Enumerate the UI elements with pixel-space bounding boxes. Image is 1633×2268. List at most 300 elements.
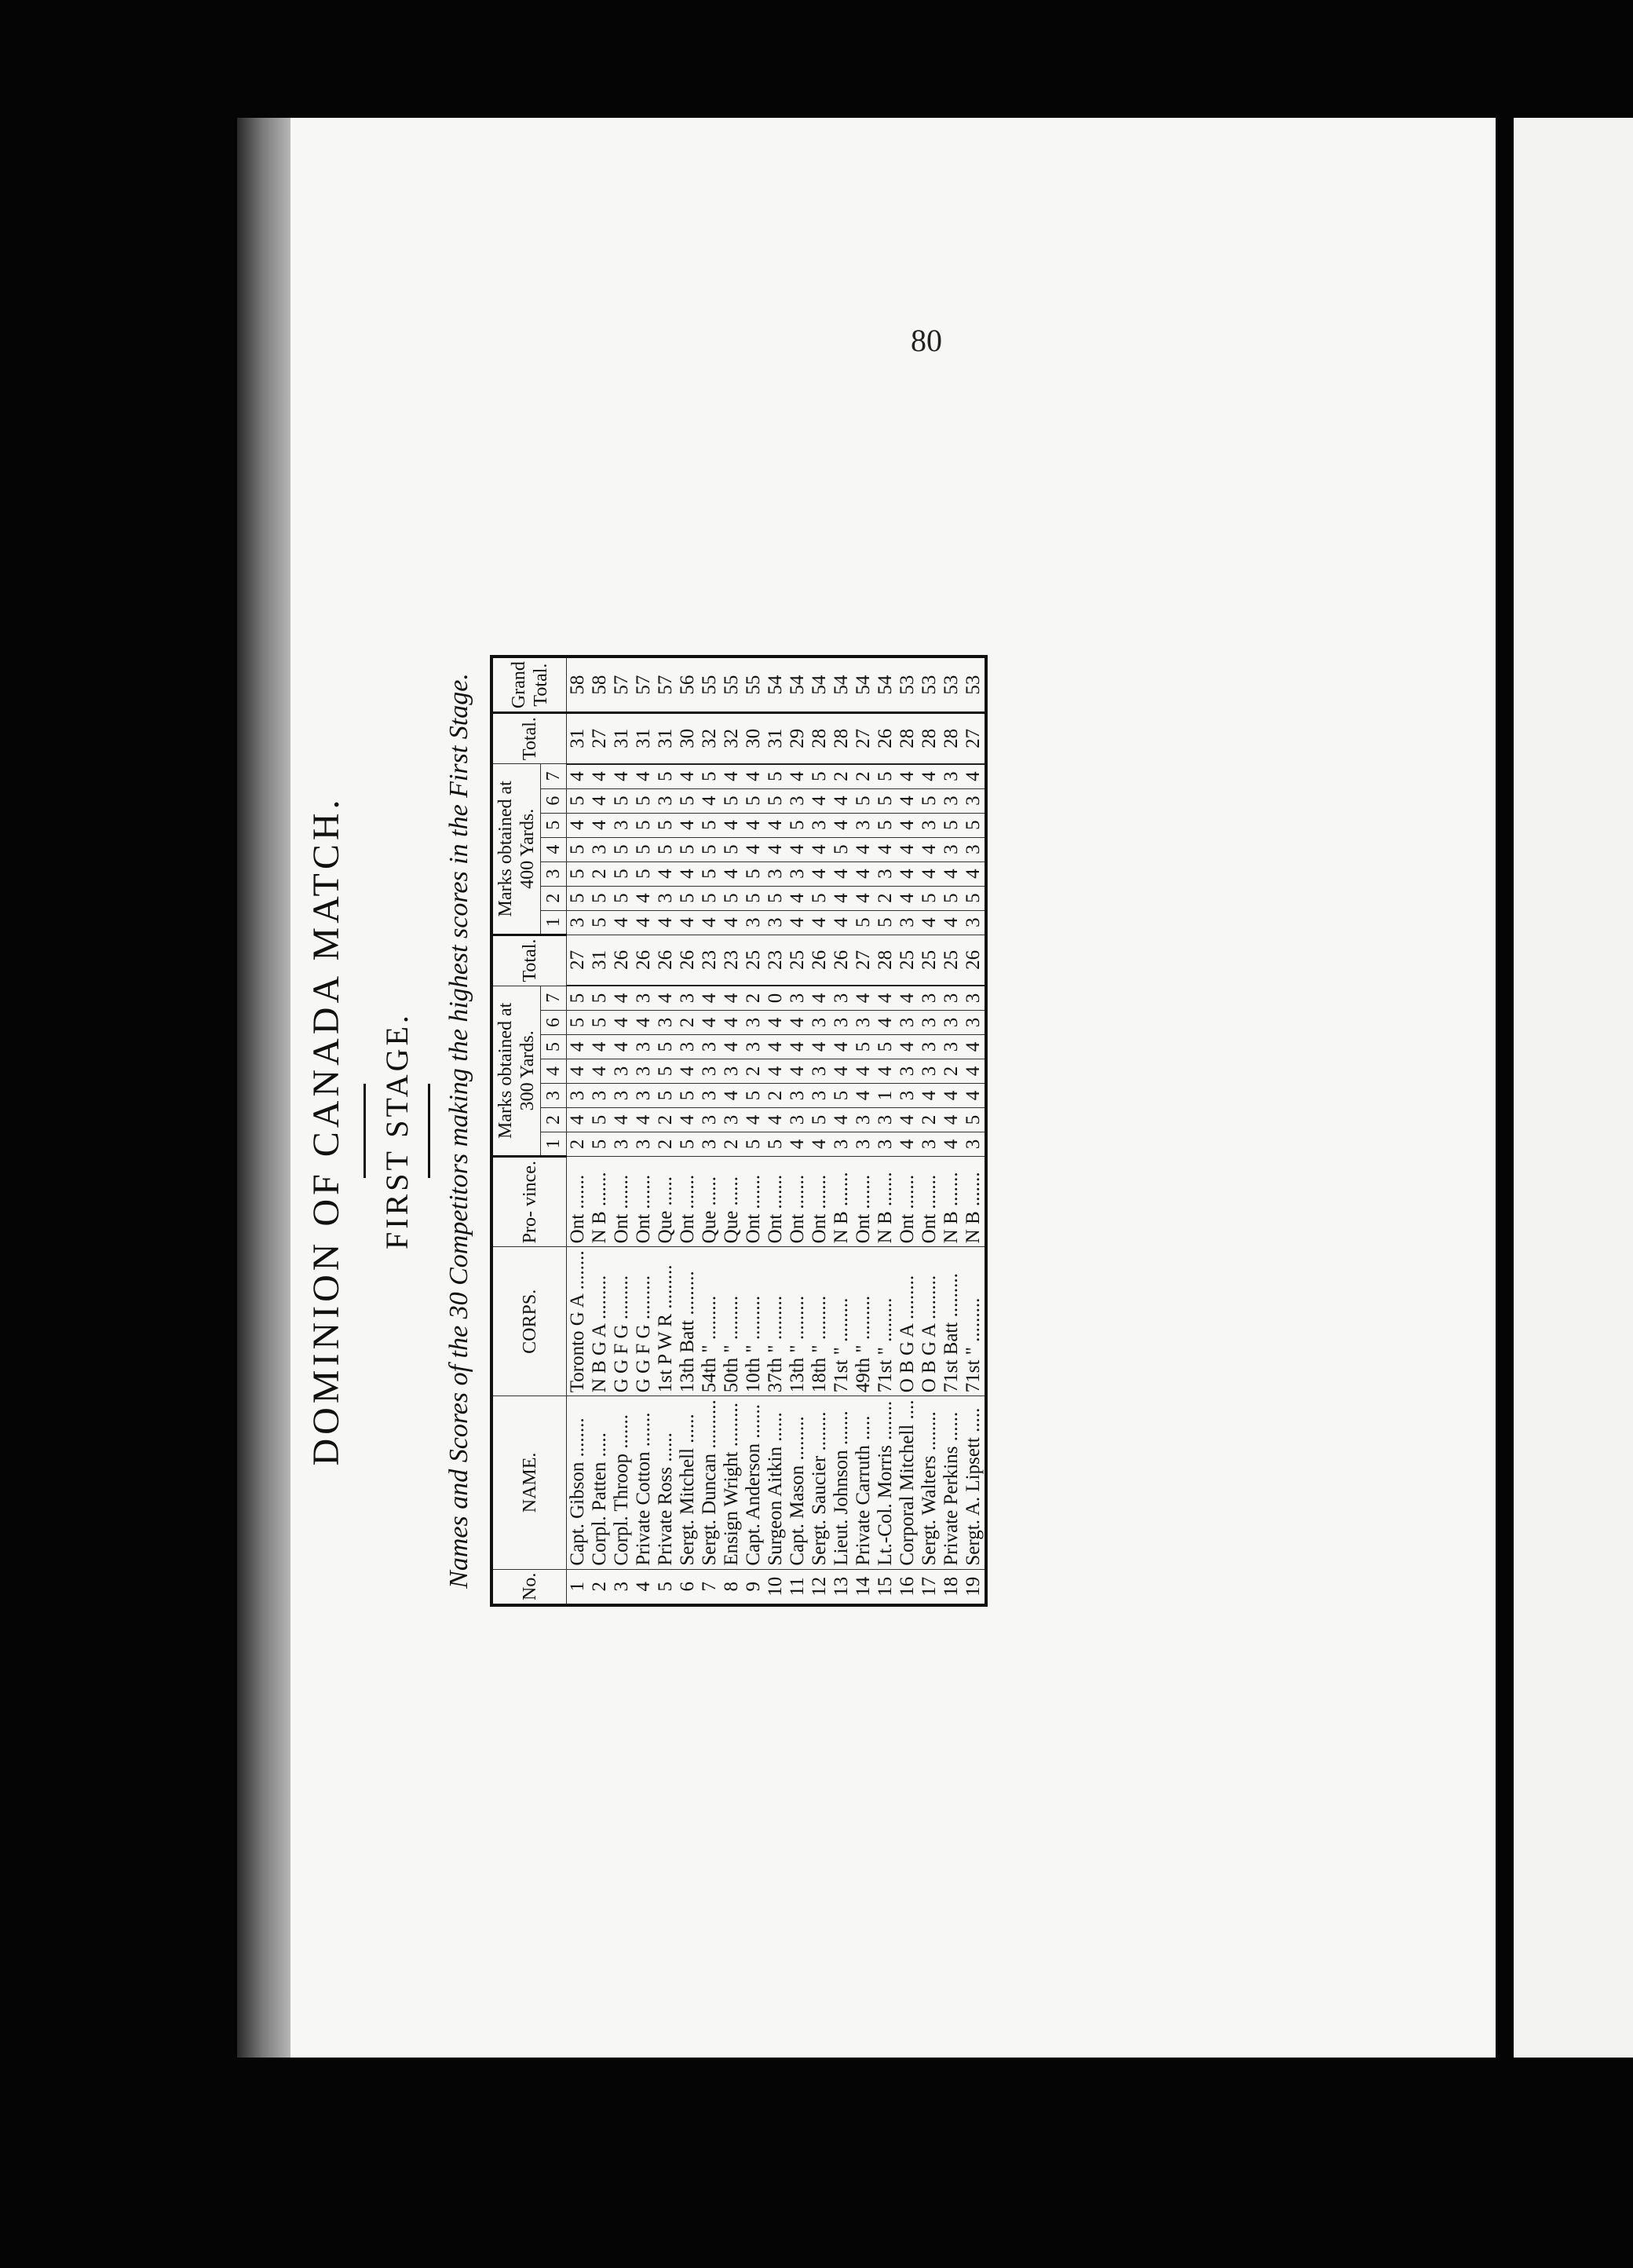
score-400: 5 — [677, 837, 699, 861]
grand-total: 55 — [699, 657, 721, 713]
score-300: 4 — [963, 1059, 986, 1084]
competitor-corps: G G F G ......... — [633, 1247, 655, 1396]
score-300: 5 — [677, 1084, 699, 1108]
score-300: 3 — [633, 1084, 655, 1108]
score-400: 2 — [875, 886, 897, 910]
title-rule — [363, 1084, 366, 1178]
score-300: 4 — [875, 1011, 897, 1035]
score-400: 5 — [589, 886, 611, 910]
grand-total: 54 — [809, 657, 831, 713]
score-400: 5 — [853, 910, 875, 935]
score-400: 4 — [633, 910, 655, 935]
score-400: 4 — [721, 910, 743, 935]
score-400: 5 — [677, 788, 699, 813]
score-400: 5 — [611, 837, 633, 861]
grand-total: 58 — [567, 657, 590, 713]
competitor-province: Que ...... — [655, 1157, 677, 1247]
total-300: 27 — [853, 935, 875, 986]
score-300: 4 — [787, 1132, 809, 1157]
competitor-province: N B ....... — [875, 1157, 897, 1247]
col-group-400: Marks obtained at 400 Yards. — [491, 764, 541, 935]
score-400: 4 — [941, 861, 963, 886]
total-400: 28 — [919, 713, 941, 764]
shot-header: 4 — [541, 1059, 567, 1084]
score-400: 5 — [567, 886, 590, 910]
score-300: 4 — [875, 1059, 897, 1084]
score-400: 3 — [567, 910, 590, 935]
table-row — [831, 657, 853, 1605]
total-400: 30 — [743, 713, 765, 764]
score-300: 4 — [897, 1035, 919, 1059]
shot-header: 3 — [541, 1084, 567, 1108]
grand-total: 55 — [721, 657, 743, 713]
score-400: 3 — [941, 764, 963, 789]
table-row — [963, 657, 986, 1605]
score-300: 4 — [765, 1108, 787, 1132]
score-400: 5 — [721, 886, 743, 910]
score-300: 4 — [699, 986, 721, 1011]
total-300: 28 — [875, 935, 897, 986]
competitor-name: Capt. Gibson ........ — [567, 1396, 590, 1569]
score-300: 4 — [567, 1059, 590, 1084]
score-400: 5 — [787, 813, 809, 837]
score-400: 4 — [611, 764, 633, 789]
competitor-name: Private Ross ...... — [655, 1396, 677, 1569]
score-400: 4 — [677, 861, 699, 886]
total-400: 27 — [853, 713, 875, 764]
score-400: 4 — [831, 861, 853, 886]
table-row — [941, 657, 963, 1605]
score-400: 3 — [611, 813, 633, 837]
score-300: 4 — [567, 1035, 590, 1059]
score-400: 5 — [633, 788, 655, 813]
score-300: 4 — [941, 1132, 963, 1157]
score-400: 4 — [875, 837, 897, 861]
score-400: 5 — [875, 764, 897, 789]
score-300: 3 — [677, 986, 699, 1011]
score-300: 4 — [633, 1108, 655, 1132]
score-400: 4 — [809, 910, 831, 935]
score-400: 3 — [787, 788, 809, 813]
competitor-name: Corpl. Throop ....... — [611, 1396, 633, 1569]
score-300: 3 — [963, 986, 986, 1011]
score-400: 4 — [655, 861, 677, 886]
competitor-province: Ont ....... — [919, 1157, 941, 1247]
score-400: 4 — [765, 837, 787, 861]
table-row — [919, 657, 941, 1605]
score-300: 2 — [567, 1132, 590, 1157]
score-400: 5 — [875, 788, 897, 813]
score-300: 3 — [677, 1035, 699, 1059]
total-300: 26 — [963, 935, 986, 986]
score-300: 4 — [765, 1059, 787, 1084]
competitor-name: Sergt. Saucier ........ — [809, 1396, 831, 1569]
score-300: 3 — [963, 1132, 986, 1157]
competitor-name: Private Carruth ..... — [853, 1396, 875, 1569]
score-400: 3 — [655, 788, 677, 813]
score-300: 3 — [919, 1035, 941, 1059]
score-400: 3 — [787, 861, 809, 886]
score-400: 5 — [655, 764, 677, 789]
score-300: 2 — [919, 1108, 941, 1132]
score-300: 4 — [809, 986, 831, 1011]
score-300: 5 — [589, 1108, 611, 1132]
score-400: 2 — [853, 764, 875, 789]
score-300: 4 — [677, 1059, 699, 1084]
competitor-province: Ont ....... — [567, 1157, 590, 1247]
col-name: NAME. — [491, 1396, 567, 1569]
table-row — [809, 657, 831, 1605]
score-300: 3 — [897, 1059, 919, 1084]
competitor-corps: 13th Batt ......... — [677, 1247, 699, 1396]
score-300: 3 — [611, 1132, 633, 1157]
score-300: 2 — [655, 1132, 677, 1157]
score-300: 5 — [655, 1084, 677, 1108]
score-300: 4 — [721, 1035, 743, 1059]
total-300: 25 — [941, 935, 963, 986]
grand-total: 57 — [633, 657, 655, 713]
page-title: DOMINION OF CANADA MATCH. — [305, 796, 347, 1466]
competitor-number: 15 — [875, 1569, 897, 1605]
score-300: 5 — [875, 1035, 897, 1059]
score-table — [490, 655, 988, 1607]
score-400: 5 — [567, 788, 590, 813]
competitor-province: Que ...... — [699, 1157, 721, 1247]
shot-header: 1 — [541, 1132, 567, 1157]
score-400: 4 — [831, 886, 853, 910]
competitor-province: Ont ....... — [765, 1157, 787, 1247]
score-300: 3 — [897, 1084, 919, 1108]
score-300: 4 — [875, 986, 897, 1011]
competitor-province: Que ...... — [721, 1157, 743, 1247]
score-300: 3 — [633, 986, 655, 1011]
score-300: 2 — [765, 1084, 787, 1108]
score-300: 3 — [611, 1059, 633, 1084]
competitor-name: Private Perkins ...... — [941, 1396, 963, 1569]
score-300: 4 — [919, 1084, 941, 1108]
competitor-province: Ont ....... — [677, 1157, 699, 1247]
score-400: 4 — [699, 788, 721, 813]
score-400: 4 — [743, 813, 765, 837]
col-grand-total: Grand Total. — [491, 657, 567, 713]
score-300: 4 — [941, 1108, 963, 1132]
score-300: 3 — [787, 1108, 809, 1132]
score-400: 4 — [897, 886, 919, 910]
score-400: 5 — [875, 813, 897, 837]
grand-total: 54 — [853, 657, 875, 713]
competitor-number: 16 — [897, 1569, 919, 1605]
score-300: 3 — [941, 986, 963, 1011]
score-400: 4 — [567, 813, 590, 837]
score-400: 4 — [919, 910, 941, 935]
total-400: 27 — [589, 713, 611, 764]
score-400: 4 — [941, 910, 963, 935]
score-400: 5 — [809, 764, 831, 789]
competitor-corps: 13th " ......... — [787, 1247, 809, 1396]
score-400: 5 — [655, 813, 677, 837]
competitor-corps: 10th " ......... — [743, 1247, 765, 1396]
competitor-name: Sergt. Mitchell ...... — [677, 1396, 699, 1569]
score-300: 4 — [677, 1108, 699, 1132]
score-400: 5 — [963, 886, 986, 910]
table-caption: Names and Scores of the 30 Competitors making the highest scores in the First Stage. — [444, 673, 473, 1589]
score-400: 4 — [787, 764, 809, 789]
page-number: 80 — [911, 323, 942, 358]
score-400: 5 — [765, 764, 787, 789]
total-300: 25 — [897, 935, 919, 986]
score-300: 3 — [699, 1035, 721, 1059]
score-300: 3 — [655, 1011, 677, 1035]
score-400: 4 — [787, 886, 809, 910]
competitor-corps: 54th " ......... — [699, 1247, 721, 1396]
table-row — [699, 657, 721, 1605]
score-400: 4 — [919, 837, 941, 861]
score-300: 5 — [809, 1108, 831, 1132]
score-300: 5 — [743, 1132, 765, 1157]
score-300: 4 — [831, 1108, 853, 1132]
competitor-corps: G G F G ......... — [611, 1247, 633, 1396]
competitor-province: Ont ....... — [787, 1157, 809, 1247]
score-300: 2 — [677, 1011, 699, 1035]
score-400: 3 — [743, 910, 765, 935]
shot-header: 5 — [541, 1035, 567, 1059]
total-300: 26 — [809, 935, 831, 986]
competitor-name: Corpl. Patten ..... — [589, 1396, 611, 1569]
score-400: 2 — [831, 764, 853, 789]
score-300: 5 — [765, 1132, 787, 1157]
competitor-number: 17 — [919, 1569, 941, 1605]
col-no: No. — [491, 1569, 567, 1605]
score-400: 5 — [699, 886, 721, 910]
competitor-name: Capt. Mason ......... — [787, 1396, 809, 1569]
score-400: 3 — [941, 788, 963, 813]
grand-total: 53 — [941, 657, 963, 713]
competitor-number: 3 — [611, 1569, 633, 1605]
total-300: 26 — [633, 935, 655, 986]
competitor-name: Sergt. Duncan .......... — [699, 1396, 721, 1569]
table-row — [787, 657, 809, 1605]
score-300: 3 — [809, 1059, 831, 1084]
score-300: 2 — [941, 1059, 963, 1084]
score-400: 3 — [963, 788, 986, 813]
facing-page-edge — [1514, 118, 1633, 2058]
table-row — [721, 657, 743, 1605]
score-400: 4 — [919, 861, 941, 886]
grand-total: 55 — [743, 657, 765, 713]
grand-total: 57 — [611, 657, 633, 713]
rotated-content — [298, 220, 1209, 2042]
score-400: 3 — [963, 837, 986, 861]
score-400: 4 — [589, 764, 611, 789]
score-300: 4 — [853, 1084, 875, 1108]
score-400: 3 — [897, 910, 919, 935]
score-400: 5 — [633, 861, 655, 886]
competitor-number: 19 — [963, 1569, 986, 1605]
grand-total: 53 — [897, 657, 919, 713]
competitor-corps: 71st " ......... — [963, 1247, 986, 1396]
score-400: 4 — [897, 837, 919, 861]
competitor-name: Capt. Anderson ....... — [743, 1396, 765, 1569]
score-300: 4 — [721, 986, 743, 1011]
score-300: 3 — [787, 986, 809, 1011]
score-400: 5 — [611, 788, 633, 813]
total-300: 31 — [589, 935, 611, 986]
total-300: 25 — [743, 935, 765, 986]
score-300: 3 — [721, 1108, 743, 1132]
score-300: 4 — [633, 1011, 655, 1035]
score-300: 4 — [611, 986, 633, 1011]
score-300: 4 — [941, 1084, 963, 1108]
score-400: 5 — [721, 788, 743, 813]
score-300: 5 — [589, 1132, 611, 1157]
score-400: 3 — [941, 837, 963, 861]
score-300: 5 — [567, 986, 590, 1011]
total-400: 30 — [677, 713, 699, 764]
score-300: 4 — [809, 1132, 831, 1157]
competitor-number: 8 — [721, 1569, 743, 1605]
score-400: 4 — [963, 764, 986, 789]
score-300: 0 — [765, 986, 787, 1011]
score-300: 4 — [787, 1035, 809, 1059]
total-300: 23 — [699, 935, 721, 986]
table-row — [677, 657, 699, 1605]
competitor-corps: 49th " ......... — [853, 1247, 875, 1396]
total-300: 26 — [655, 935, 677, 986]
competitor-name: Lieut. Johnson ....... — [831, 1396, 853, 1569]
total-300: 26 — [611, 935, 633, 986]
competitor-corps: O B G A ......... — [897, 1247, 919, 1396]
score-400: 4 — [897, 813, 919, 837]
stage-heading: FIRST STAGE. — [379, 1012, 415, 1249]
total-400: 29 — [787, 713, 809, 764]
score-300: 3 — [699, 1108, 721, 1132]
col-total-300: Total. — [491, 935, 567, 986]
score-400: 4 — [633, 886, 655, 910]
competitor-name: Private Cotton ....... — [633, 1396, 655, 1569]
score-300: 4 — [611, 1011, 633, 1035]
score-400: 5 — [919, 788, 941, 813]
score-300: 3 — [919, 986, 941, 1011]
score-300: 4 — [897, 986, 919, 1011]
total-300: 27 — [567, 935, 590, 986]
score-300: 4 — [589, 1035, 611, 1059]
competitor-province: Ont ....... — [743, 1157, 765, 1247]
total-400: 28 — [897, 713, 919, 764]
shot-header: 7 — [541, 764, 567, 789]
competitor-corps: 37th " ......... — [765, 1247, 787, 1396]
competitor-number: 6 — [677, 1569, 699, 1605]
competitor-corps: 71st " ......... — [831, 1247, 853, 1396]
score-300: 4 — [567, 1108, 590, 1132]
score-300: 3 — [743, 1011, 765, 1035]
score-300: 3 — [633, 1059, 655, 1084]
score-300: 3 — [809, 1084, 831, 1108]
score-300: 4 — [831, 1059, 853, 1084]
table-row — [875, 657, 897, 1605]
competitor-name: Surgeon Aitkin ...... — [765, 1396, 787, 1569]
score-300: 2 — [743, 1059, 765, 1084]
score-300: 3 — [919, 1132, 941, 1157]
score-400: 4 — [831, 788, 853, 813]
total-400: 31 — [765, 713, 787, 764]
score-300: 3 — [875, 1132, 897, 1157]
shot-header: 7 — [541, 986, 567, 1011]
competitor-name: Sergt. A. Lipsett ..... — [963, 1396, 986, 1569]
score-400: 4 — [809, 837, 831, 861]
grand-total: 58 — [589, 657, 611, 713]
score-300: 3 — [831, 1132, 853, 1157]
competitor-name: Sergt. Walters ........ — [919, 1396, 941, 1569]
score-400: 4 — [677, 910, 699, 935]
competitor-corps: O B G A ......... — [919, 1247, 941, 1396]
score-400: 4 — [853, 861, 875, 886]
score-300: 3 — [919, 1059, 941, 1084]
score-300: 5 — [589, 986, 611, 1011]
shot-header: 4 — [541, 837, 567, 861]
score-400: 4 — [655, 910, 677, 935]
score-400: 4 — [743, 837, 765, 861]
total-300: 25 — [787, 935, 809, 986]
total-400: 31 — [611, 713, 633, 764]
competitor-corps: 1st P W R ......... — [655, 1247, 677, 1396]
total-400: 31 — [567, 713, 590, 764]
score-400: 4 — [897, 788, 919, 813]
score-300: 3 — [699, 1059, 721, 1084]
competitor-number: 1 — [567, 1569, 590, 1605]
total-400: 32 — [699, 713, 721, 764]
score-300: 5 — [743, 1084, 765, 1108]
score-400: 5 — [699, 813, 721, 837]
competitor-number: 2 — [589, 1569, 611, 1605]
score-300: 4 — [787, 1059, 809, 1084]
competitor-name: Lt.-Col. Morris ........ — [875, 1396, 897, 1569]
competitor-province: N B ....... — [589, 1157, 611, 1247]
score-300: 2 — [721, 1132, 743, 1157]
col-group-300: Marks obtained at 300 Yards. — [491, 986, 541, 1157]
score-300: 5 — [677, 1132, 699, 1157]
score-400: 4 — [853, 837, 875, 861]
score-300: 4 — [611, 1035, 633, 1059]
score-400: 5 — [765, 886, 787, 910]
total-300: 26 — [677, 935, 699, 986]
table-row — [655, 657, 677, 1605]
competitor-number: 12 — [809, 1569, 831, 1605]
score-300: 4 — [765, 1035, 787, 1059]
competitor-name: Ensign Wright ......... — [721, 1396, 743, 1569]
score-400: 4 — [897, 861, 919, 886]
score-400: 5 — [567, 861, 590, 886]
grand-total: 53 — [919, 657, 941, 713]
score-400: 3 — [589, 837, 611, 861]
competitor-number: 10 — [765, 1569, 787, 1605]
grand-total: 57 — [655, 657, 677, 713]
competitor-corps: Toronto G A ........ — [567, 1247, 590, 1396]
score-400: 4 — [677, 764, 699, 789]
total-300: 25 — [919, 935, 941, 986]
shot-header: 5 — [541, 813, 567, 837]
score-300: 3 — [787, 1084, 809, 1108]
score-400: 4 — [721, 764, 743, 789]
score-300: 4 — [721, 1011, 743, 1035]
score-300: 3 — [853, 1011, 875, 1035]
score-400: 5 — [721, 837, 743, 861]
score-300: 4 — [743, 1108, 765, 1132]
score-300: 4 — [721, 1084, 743, 1108]
competitor-province: N B ....... — [831, 1157, 853, 1247]
score-400: 4 — [809, 788, 831, 813]
score-400: 5 — [633, 837, 655, 861]
competitor-province: N B ....... — [963, 1157, 986, 1247]
